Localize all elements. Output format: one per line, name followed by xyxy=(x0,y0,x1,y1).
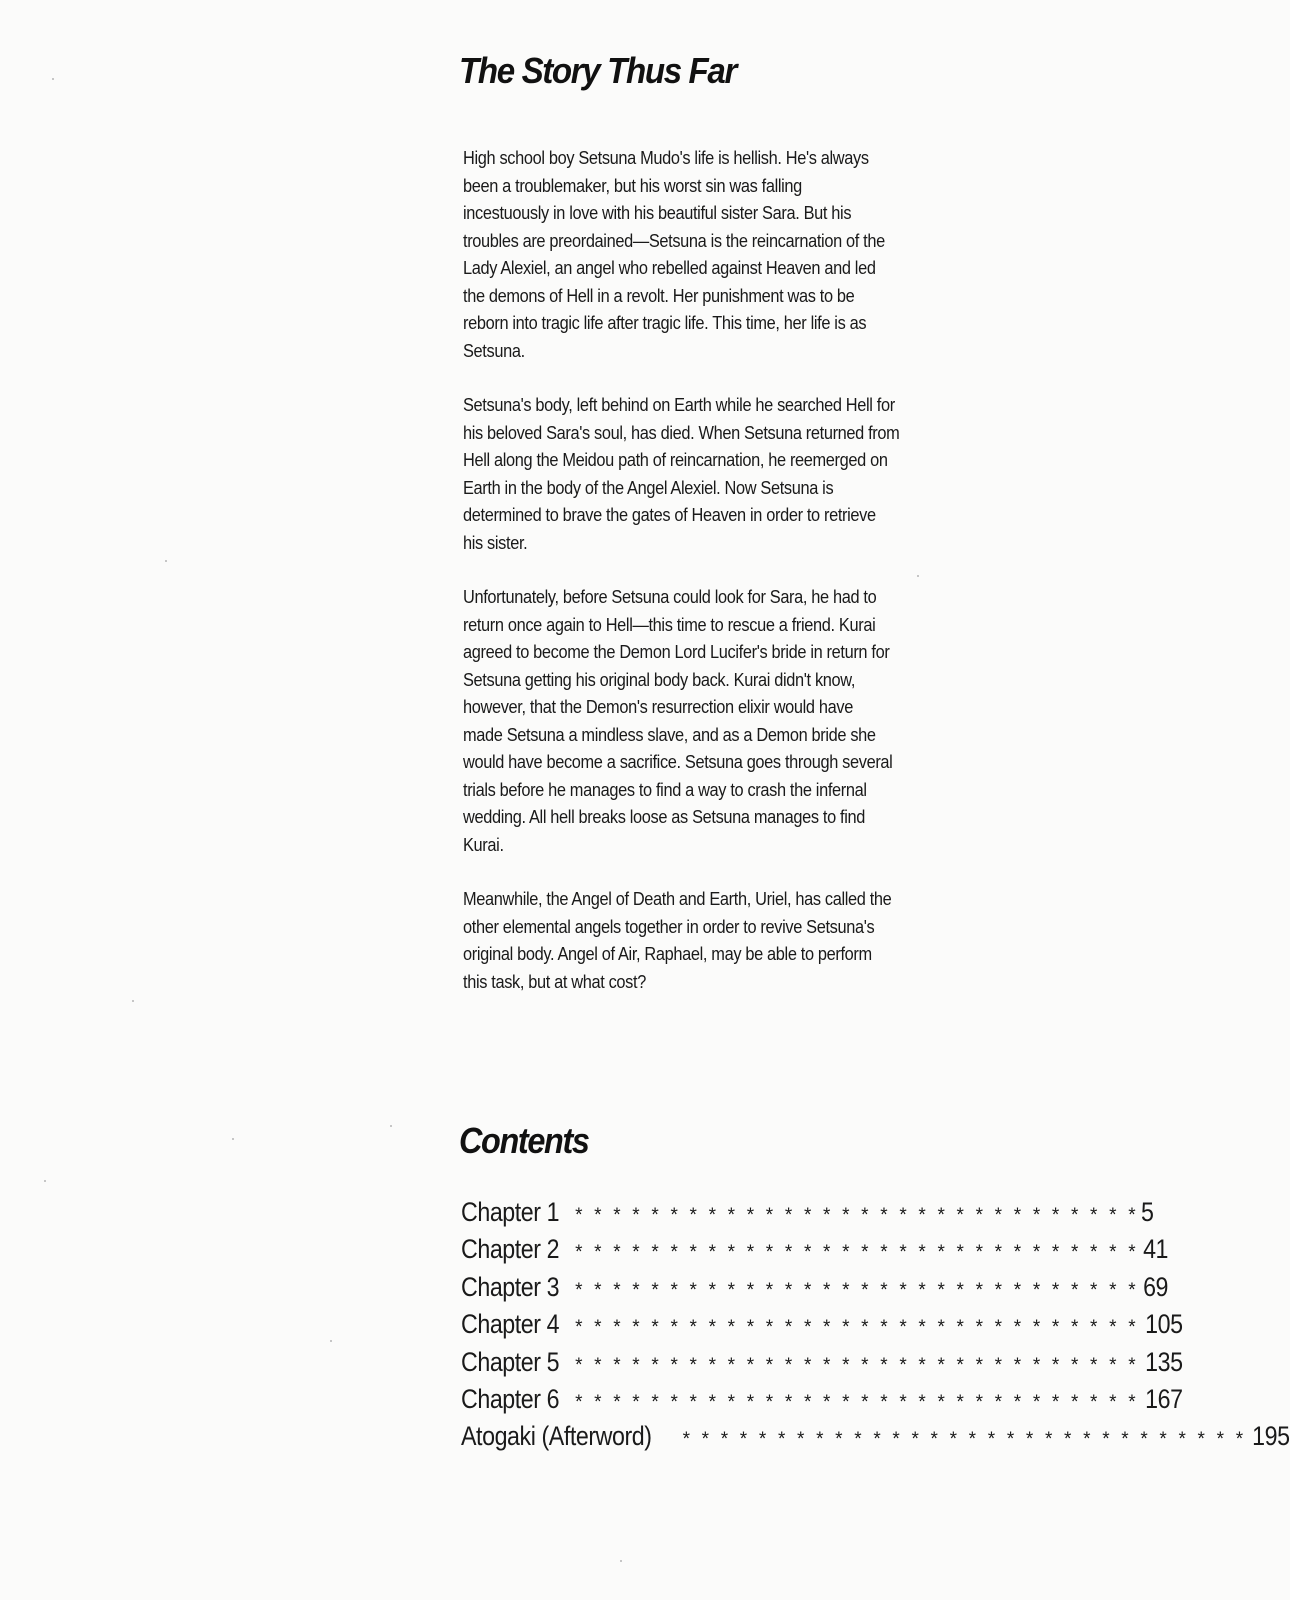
toc-entry-page: 69 xyxy=(1142,1271,1168,1302)
toc-entry-title: Chapter 5 xyxy=(461,1346,560,1377)
story-paragraph xyxy=(463,144,956,364)
story-line: return once again to Hell—this time to rescue a friend. Kurai xyxy=(463,613,876,635)
toc-entry-chapter-1 xyxy=(461,1197,1154,1234)
contents-heading: Contents xyxy=(459,1120,589,1161)
toc-entry-title: Chapter 2 xyxy=(461,1234,560,1265)
story-line: other elemental angels together in order to revive Setsuna's xyxy=(463,915,875,937)
story-line: Hell along the Meidou path of reincarnation, he reemerged on xyxy=(463,449,888,470)
story-line: Earth in the body of the Angel Alexiel. Now Setsuna is xyxy=(463,476,834,498)
story-line: Unfortunately, before Setsuna could look for Sara, he had to xyxy=(463,586,877,607)
story-line: wedding. All hell breaks loose as Setsuna manages to find xyxy=(463,806,865,827)
toc-entry-page: 135 xyxy=(1144,1346,1183,1377)
story-line: incestuously in love with his beautiful sister Sara. But his xyxy=(463,202,852,223)
toc-entry-title: Chapter 1 xyxy=(461,1197,560,1227)
story-line: however, that the Demon's resurrection elixir would have xyxy=(463,696,853,717)
toc-entry-title: Chapter 4 xyxy=(461,1309,560,1340)
scan-speck xyxy=(132,1000,134,1002)
story-line: Meanwhile, the Angel of Death and Earth, Uriel, has called the xyxy=(463,888,892,909)
story-paragraph xyxy=(463,885,956,995)
story-paragraph xyxy=(463,583,956,858)
toc-entry-page: 195 xyxy=(1252,1421,1290,1452)
scan-speck xyxy=(165,560,167,562)
scan-speck xyxy=(232,1138,234,1140)
story-line: been a troublemaker, but his worst sin was falling xyxy=(463,174,802,196)
story-line: Setsuna's body, left behind on Earth while he searched Hell for xyxy=(463,394,895,415)
story-line: his sister. xyxy=(463,531,528,553)
story-heading: The Story Thus Far xyxy=(459,50,736,91)
story-line: High school boy Setsuna Mudo's life is hellish. He's always xyxy=(463,147,869,168)
toc-star-leader: * * * * * * * * * * * * * * * * * * * * * * * * * * * * * * xyxy=(575,1205,1139,1226)
story-line: Setsuna. xyxy=(463,339,525,361)
scan-speck xyxy=(330,1340,332,1342)
toc-entry-page: 105 xyxy=(1144,1309,1183,1340)
toc-entry-title: Chapter 6 xyxy=(461,1383,560,1414)
story-line: trials before he manages to find a way to crash the infernal xyxy=(463,778,867,800)
scan-speck xyxy=(52,78,54,80)
toc-entry-page: 167 xyxy=(1144,1383,1183,1414)
toc-entry-chapter-6 xyxy=(461,1383,1183,1421)
story-line: troubles are preordained—Setsuna is the reincarnation of the xyxy=(463,229,885,251)
story-body xyxy=(463,144,983,1022)
toc-star-leader: * * * * * * * * * * * * * * * * * * * * * * * * * * * * * * xyxy=(575,1279,1139,1301)
story-line: Kurai. xyxy=(463,833,504,855)
toc-star-leader: * * * * * * * * * * * * * * * * * * * * * * * * * * * * * * xyxy=(682,1429,1247,1451)
toc-entry-chapter-2 xyxy=(461,1234,1168,1271)
story-line: agreed to become the Demon Lord Lucifer's bride in return for xyxy=(463,641,890,662)
story-line: would have become a sacrifice. Setsuna goes through several xyxy=(463,751,893,772)
story-line: original body. Angel of Air, Raphael, may be able to perform xyxy=(463,943,872,964)
toc-entry-page: 41 xyxy=(1142,1234,1168,1265)
story-line: the demons of Hell in a revolt. Her punishment was to be xyxy=(463,284,855,306)
toc-star-leader: * * * * * * * * * * * * * * * * * * * * * * * * * * * * * * xyxy=(575,1317,1139,1339)
story-line: Lady Alexiel, an angel who rebelled against Heaven and led xyxy=(463,257,876,278)
scan-speck xyxy=(44,1180,46,1182)
story-line: this task, but at what cost? xyxy=(463,970,646,992)
toc-entry-page: 5 xyxy=(1140,1197,1154,1227)
story-line: determined to brave the gates of Heaven in order to retrieve xyxy=(463,504,876,525)
toc-star-leader: * * * * * * * * * * * * * * * * * * * * * * * * * * * * * * xyxy=(575,1242,1139,1264)
toc-entry-title: Chapter 3 xyxy=(461,1271,560,1302)
story-line: his beloved Sara's soul, has died. When Setsuna returned from xyxy=(463,421,900,443)
table-of-contents xyxy=(461,1197,1290,1459)
toc-star-leader: * * * * * * * * * * * * * * * * * * * * * * * * * * * * * * xyxy=(575,1391,1139,1413)
toc-entry-chapter-5 xyxy=(461,1346,1183,1384)
story-line: reborn into tragic life after tragic life. This time, her life is as xyxy=(463,312,867,333)
story-line: Setsuna getting his original body back. Kurai didn't know, xyxy=(463,668,856,690)
scan-speck xyxy=(390,1125,392,1127)
toc-entry-title: Atogaki (Afterword) xyxy=(461,1421,652,1452)
toc-entry-chapter-4 xyxy=(461,1309,1183,1346)
toc-entry-afterword xyxy=(461,1421,1290,1458)
toc-entry-chapter-3 xyxy=(461,1271,1168,1309)
story-paragraph xyxy=(463,391,956,556)
scan-speck xyxy=(620,1560,622,1562)
story-line: made Setsuna a mindless slave, and as a Demon bride she xyxy=(463,723,876,745)
toc-star-leader: * * * * * * * * * * * * * * * * * * * * * * * * * * * * * * xyxy=(575,1354,1139,1376)
